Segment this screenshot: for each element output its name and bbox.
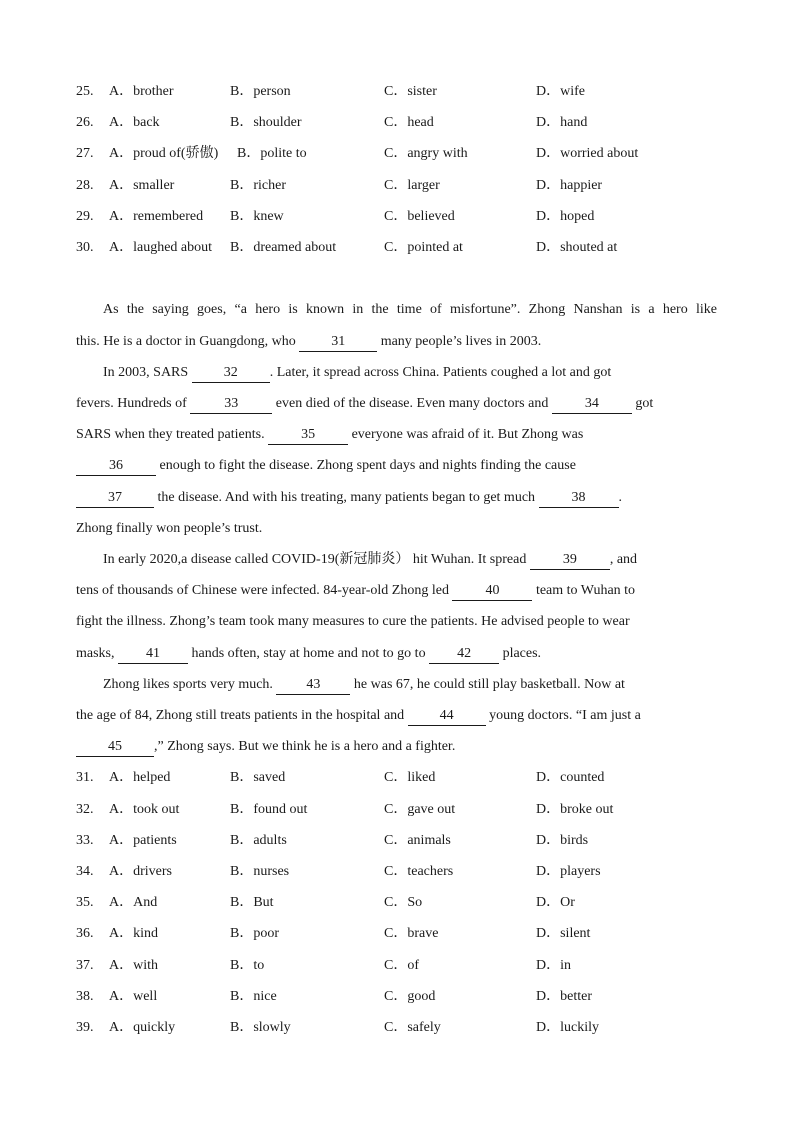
option-c: C．safely (384, 1020, 441, 1035)
question-number: 31. (76, 770, 94, 785)
option-b: B．knew (230, 209, 284, 224)
option-b: B．nurses (230, 864, 290, 879)
option-b: B．But (230, 895, 274, 910)
blank-43: 43 (276, 676, 350, 695)
passage-line: 45 ,” Zhong says. But we think he is a hero and a fighter. (76, 737, 717, 757)
option-c: C．larger (384, 178, 440, 193)
option-a: A．proud of(骄傲) (109, 146, 219, 161)
option-a: A．back (109, 115, 160, 130)
option-d: D．wife (536, 84, 585, 99)
option-c: C．gave out (384, 802, 456, 817)
option-b: B．saved (230, 770, 286, 785)
passage-line: fight the illness. Zhong’s team took many measures to cure the patients. He advised people to wear (76, 614, 630, 629)
passage-line: In 2003, SARS 32 . Later, it spread across China. Patients coughed a lot and got (103, 363, 717, 383)
question-number: 35. (76, 895, 94, 910)
passage-line: Zhong likes sports very much. 43 he was 67, he could still play basketball. Now at (103, 675, 717, 695)
option-c: C．sister (384, 84, 437, 99)
option-a: A．laughed about (109, 240, 213, 255)
blank-32: 32 (192, 364, 270, 383)
option-b: B．richer (230, 178, 286, 193)
question-number: 29. (76, 209, 94, 224)
option-a: A．well (109, 989, 158, 1004)
blank-34: 34 (552, 395, 632, 414)
option-b: B．polite to (237, 146, 307, 161)
option-d: D．birds (536, 833, 589, 848)
question-number: 30. (76, 240, 94, 255)
question-number: 33. (76, 833, 94, 848)
option-d: D．in (536, 958, 571, 973)
passage-line: In early 2020,a disease called COVID-19(新冠肺炎） hit Wuhan. It spread 39 , and (103, 550, 717, 570)
option-a: A．remembered (109, 209, 204, 224)
option-b: B．adults (230, 833, 287, 848)
option-a: A．took out (109, 802, 180, 817)
option-b: B．shoulder (230, 115, 302, 130)
option-a: A．helped (109, 770, 171, 785)
question-number: 26. (76, 115, 94, 130)
blank-40: 40 (452, 582, 532, 601)
option-a: A．kind (109, 926, 158, 941)
option-b: B．poor (230, 926, 279, 941)
blank-35: 35 (268, 426, 348, 445)
option-b: B．dreamed about (230, 240, 337, 255)
option-a: A．with (109, 958, 158, 973)
blank-39: 39 (530, 551, 610, 570)
option-d: D．counted (536, 770, 605, 785)
option-b: B．slowly (230, 1020, 291, 1035)
blank-36: 36 (76, 457, 156, 476)
question-number: 37. (76, 958, 94, 973)
blank-37: 37 (76, 489, 154, 508)
option-c: C．animals (384, 833, 451, 848)
option-b: B．found out (230, 802, 308, 817)
option-d: D．luckily (536, 1020, 599, 1035)
option-c: C．angry with (384, 146, 468, 161)
question-number: 39. (76, 1020, 94, 1035)
passage-line: 37 the disease. And with his treating, many patients began to get much 38 . (76, 488, 717, 508)
passage-line: masks, 41 hands often, stay at home and not to go to 42 places. (76, 644, 717, 664)
question-number: 32. (76, 802, 94, 817)
option-c: C．believed (384, 209, 455, 224)
option-c: C．of (384, 958, 419, 973)
option-c: C．pointed at (384, 240, 463, 255)
blank-33: 33 (190, 395, 272, 414)
option-b: B．person (230, 84, 291, 99)
option-d: D．better (536, 989, 592, 1004)
option-c: C．brave (384, 926, 439, 941)
option-d: D．happier (536, 178, 603, 193)
option-a: A．drivers (109, 864, 172, 879)
question-number: 34. (76, 864, 94, 879)
option-a: A．brother (109, 84, 174, 99)
blank-38: 38 (539, 489, 619, 508)
option-c: C．teachers (384, 864, 454, 879)
option-d: D．hoped (536, 209, 595, 224)
passage-line: tens of thousands of Chinese were infected. 84-year-old Zhong led 40 team to Wuhan to (76, 581, 717, 601)
passage-line: 36 enough to fight the disease. Zhong spent days and nights finding the cause (76, 456, 717, 476)
blank-45: 45 (76, 738, 154, 757)
question-number: 28. (76, 178, 94, 193)
option-d: D．worried about (536, 146, 639, 161)
option-d: D．broke out (536, 802, 614, 817)
blank-31: 31 (299, 333, 377, 352)
option-d: D．Or (536, 895, 575, 910)
question-number: 36. (76, 926, 94, 941)
option-d: D．silent (536, 926, 591, 941)
option-d: D．hand (536, 115, 588, 130)
option-c: C．head (384, 115, 434, 130)
option-b: B．to (230, 958, 265, 973)
option-b: B．nice (230, 989, 277, 1004)
passage-line: SARS when they treated patients. 35 everyone was afraid of it. But Zhong was (76, 425, 717, 445)
question-number: 25. (76, 84, 94, 99)
passage-line: this. He is a doctor in Guangdong, who 31 many people’s lives in 2003. (76, 332, 717, 352)
option-a: A．And (109, 895, 158, 910)
option-c: C．liked (384, 770, 436, 785)
blank-42: 42 (429, 645, 499, 664)
option-a: A．smaller (109, 178, 175, 193)
question-number: 38. (76, 989, 94, 1004)
option-c: C．good (384, 989, 436, 1004)
blank-41: 41 (118, 645, 188, 664)
option-a: A．quickly (109, 1020, 176, 1035)
option-c: C．So (384, 895, 423, 910)
question-number: 27. (76, 146, 94, 161)
option-a: A．patients (109, 833, 177, 848)
option-d: D．shouted at (536, 240, 618, 255)
passage-line: fevers. Hundreds of 33 even died of the disease. Even many doctors and 34 got (76, 394, 717, 414)
blank-44: 44 (408, 707, 486, 726)
passage-line: the age of 84, Zhong still treats patients in the hospital and 44 young doctors. “I am just a (76, 706, 717, 726)
passage-line: Zhong finally won people’s trust. (76, 521, 263, 536)
passage-line: As the saying goes, “a hero is known in the time of misfortune”. Zhong Nanshan is a hero like (103, 302, 717, 317)
option-d: D．players (536, 864, 601, 879)
